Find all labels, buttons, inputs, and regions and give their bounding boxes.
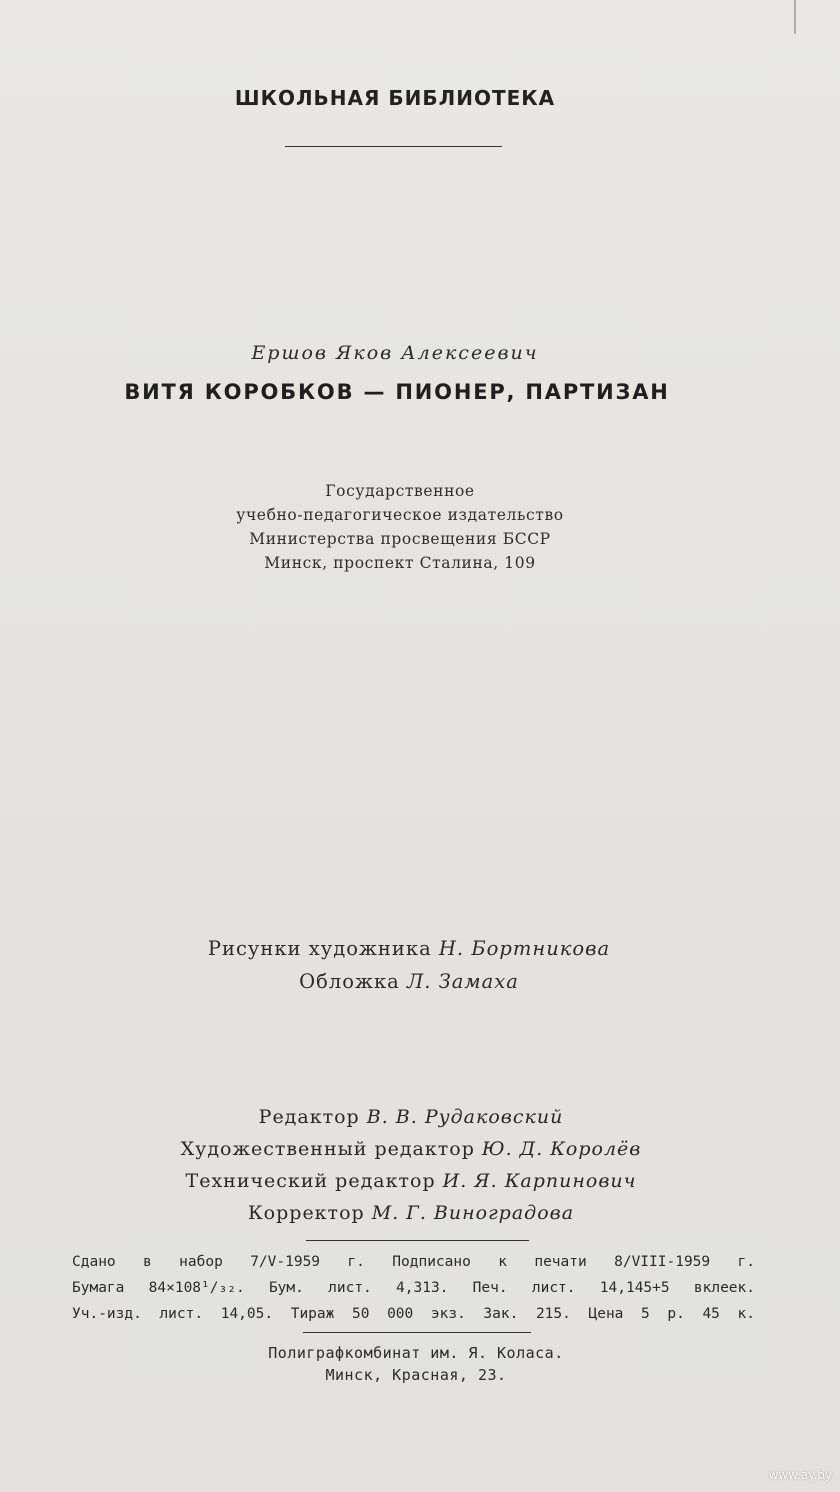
drawings-artist: Н. Бортникова [438, 937, 611, 960]
printer-line: Полиграфкомбинат им. Я. Коласа. [268, 1344, 564, 1362]
drawings-label: Рисунки художника [207, 937, 432, 960]
drawings-credit [0, 932, 829, 965]
imprint-line: Сдано в набор 7/V-1959 г. Подписано к печати 8/VIII-1959 г. [72, 1254, 755, 1270]
editor-name: Ю. Д. Королёв [481, 1138, 642, 1160]
editor-name: В. В. Рудаковский [366, 1106, 564, 1128]
imprint-divider-bottom [303, 1332, 531, 1333]
imprint-divider-top [306, 1240, 529, 1241]
book-title: ВИТЯ КОРОБКОВ — ПИОНЕР, ПАРТИЗАН [124, 380, 670, 404]
printer-line: Минск, Красная, 23. [325, 1366, 507, 1384]
imprint-line: Уч.-изд. лист. 14,05. Тираж 50 000 экз. Зак. 215. Цена 5 р. 45 к. [72, 1306, 755, 1322]
editor-line [0, 1165, 831, 1197]
editor-line [0, 1133, 831, 1165]
publisher-block [0, 479, 820, 575]
editor-role: Технический редактор [185, 1170, 436, 1192]
imprint-block [72, 1249, 755, 1327]
editor-name: М. Г. Виноградова [371, 1202, 575, 1224]
editor-credits [0, 1101, 831, 1229]
publisher-line: Государственное [325, 482, 475, 500]
series-title: ШКОЛЬНАЯ БИБЛИОТЕКА [234, 86, 556, 110]
editor-role: Корректор [247, 1202, 365, 1224]
author-name: Ершов Яков Алексеевич [251, 342, 539, 364]
cover-artist: Л. Замаха [406, 970, 519, 993]
editor-name: И. Я. Карпинович [442, 1170, 637, 1192]
publisher-line: Минск, проспект Сталина, 109 [264, 554, 536, 572]
printer-block [0, 1342, 836, 1386]
imprint-line: Бумага 84×108¹/₃₂. Бум. лист. 4,313. Печ. лист. 14,145+5 вклеек. [72, 1280, 755, 1296]
illustration-credits [0, 932, 829, 998]
editor-line [0, 1101, 831, 1133]
top-divider [285, 146, 502, 147]
publisher-line: Министерства просвещения БССР [249, 530, 551, 548]
cover-label: Обложка [299, 970, 400, 993]
publisher-line: учебно-педагогическое издательство [236, 506, 564, 524]
page-edge-mark [794, 0, 796, 34]
editor-line [0, 1197, 831, 1229]
watermark-text: www.ay.by [768, 1468, 832, 1482]
cover-credit [0, 965, 829, 998]
editor-role: Художественный редактор [180, 1138, 475, 1160]
editor-role: Редактор [258, 1106, 360, 1128]
